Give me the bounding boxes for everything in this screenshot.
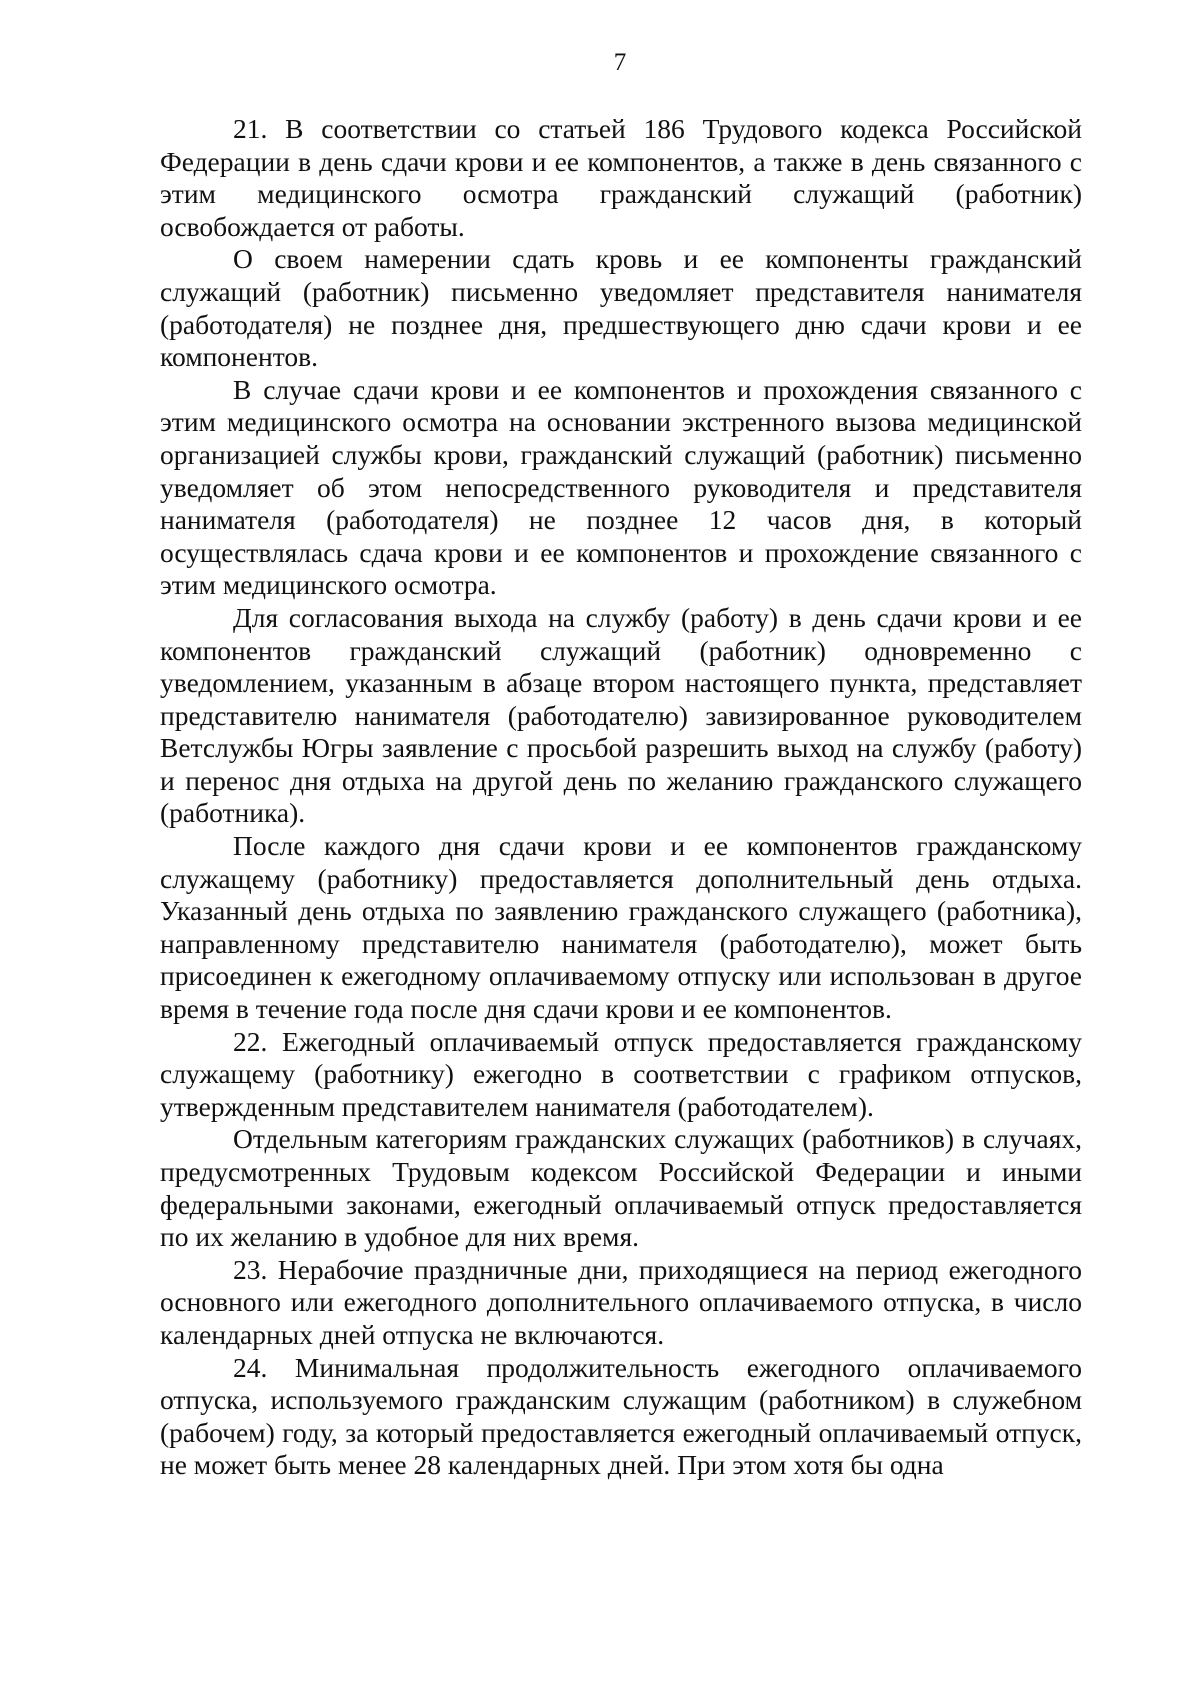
page-number: 7 [613, 49, 627, 76]
document-body [160, 113, 1082, 1482]
paragraph-notice-of-intent: О своем намерении сдать кровь и ее компоненты гражданский служащий (работник) письменно уведомляет представителя нанимателя (работодателя) не позднее дня, предшествующего дню сдачи крови и ее компонентов. [160, 243, 1082, 373]
paragraph-24-minimum-leave: 24. Минимальная продолжительность ежегодного оплачиваемого отпуска, используемого гражданским служащим (работником) в служебном (рабочем) году, за который предоставляется ежегодный оплачиваемый отпуск, не может быть менее 28 календарных дней. При этом хотя бы одна [160, 1351, 1082, 1481]
paragraph-23-holidays: 23. Нерабочие праздничные дни, приходящиеся на период ежегодного основного или ежегодного дополнительного оплачиваемого отпуска, в число календарных дней отпуска не включаются. [160, 1253, 1082, 1350]
paragraph-21-blood-donation: 21. В соответствии со статьей 186 Трудового кодекса Российской Федерации в день сдачи крови и ее компонентов, а также в день связанного с этим медицинского осмотра гражданский служащий (работник) освобождается от работы. [160, 113, 1082, 242]
paragraph-special-categories: Отдельным категориям гражданских служащих (работников) в случаях, предусмотренных Трудовым кодексом Российской Федерации и иными федеральными законами, ежегодный оплачиваемый отпуск предоставляется по их желанию в удобное для них время. [160, 1123, 1082, 1253]
paragraph-work-approval: Для согласования выхода на службу (работу) в день сдачи крови и ее компонентов гражданский служащий (работник) одновременно с уведомлением, указанным в абзаце втором настоящего пункта, представляет представителю нанимателя (работодателю) завизированное руководителем Ветслужбы Югры заявление с просьбой разрешить выход на службу (работу) и перенос дня отдыха на другой день по желанию гражданского служащего (работника). [160, 601, 1082, 829]
paragraph-22-annual-leave: 22. Ежегодный оплачиваемый отпуск предоставляется гражданскому служащему (работнику) ежегодно в соответствии с графиком отпусков, утвержденным представителем нанимателя (работодателем). [160, 1025, 1082, 1122]
paragraph-emergency-call: В случае сдачи крови и ее компонентов и прохождения связанного с этим медицинского осмотра на основании экстренного вызова медицинской организацией службы крови, гражданский служащий (работник) письменно уведомляет об этом непосредственного руководителя и представителя нанимателя (работодателя) не позднее 12 часов дня, в который осуществлялась сдача крови и ее компонентов и прохождение связанного с этим медицинского осмотра. [160, 373, 1082, 601]
paragraph-additional-rest-day: После каждого дня сдачи крови и ее компонентов гражданскому служащему (работнику) предоставляется дополнительный день отдыха. Указанный день отдыха по заявлению гражданского служащего (работника), направленному представителю нанимателя (работодателю), может быть присоединен к ежегодному оплачиваемому отпуску или использован в другое время в течение года после дня сдачи крови и ее компонентов. [160, 830, 1082, 1025]
